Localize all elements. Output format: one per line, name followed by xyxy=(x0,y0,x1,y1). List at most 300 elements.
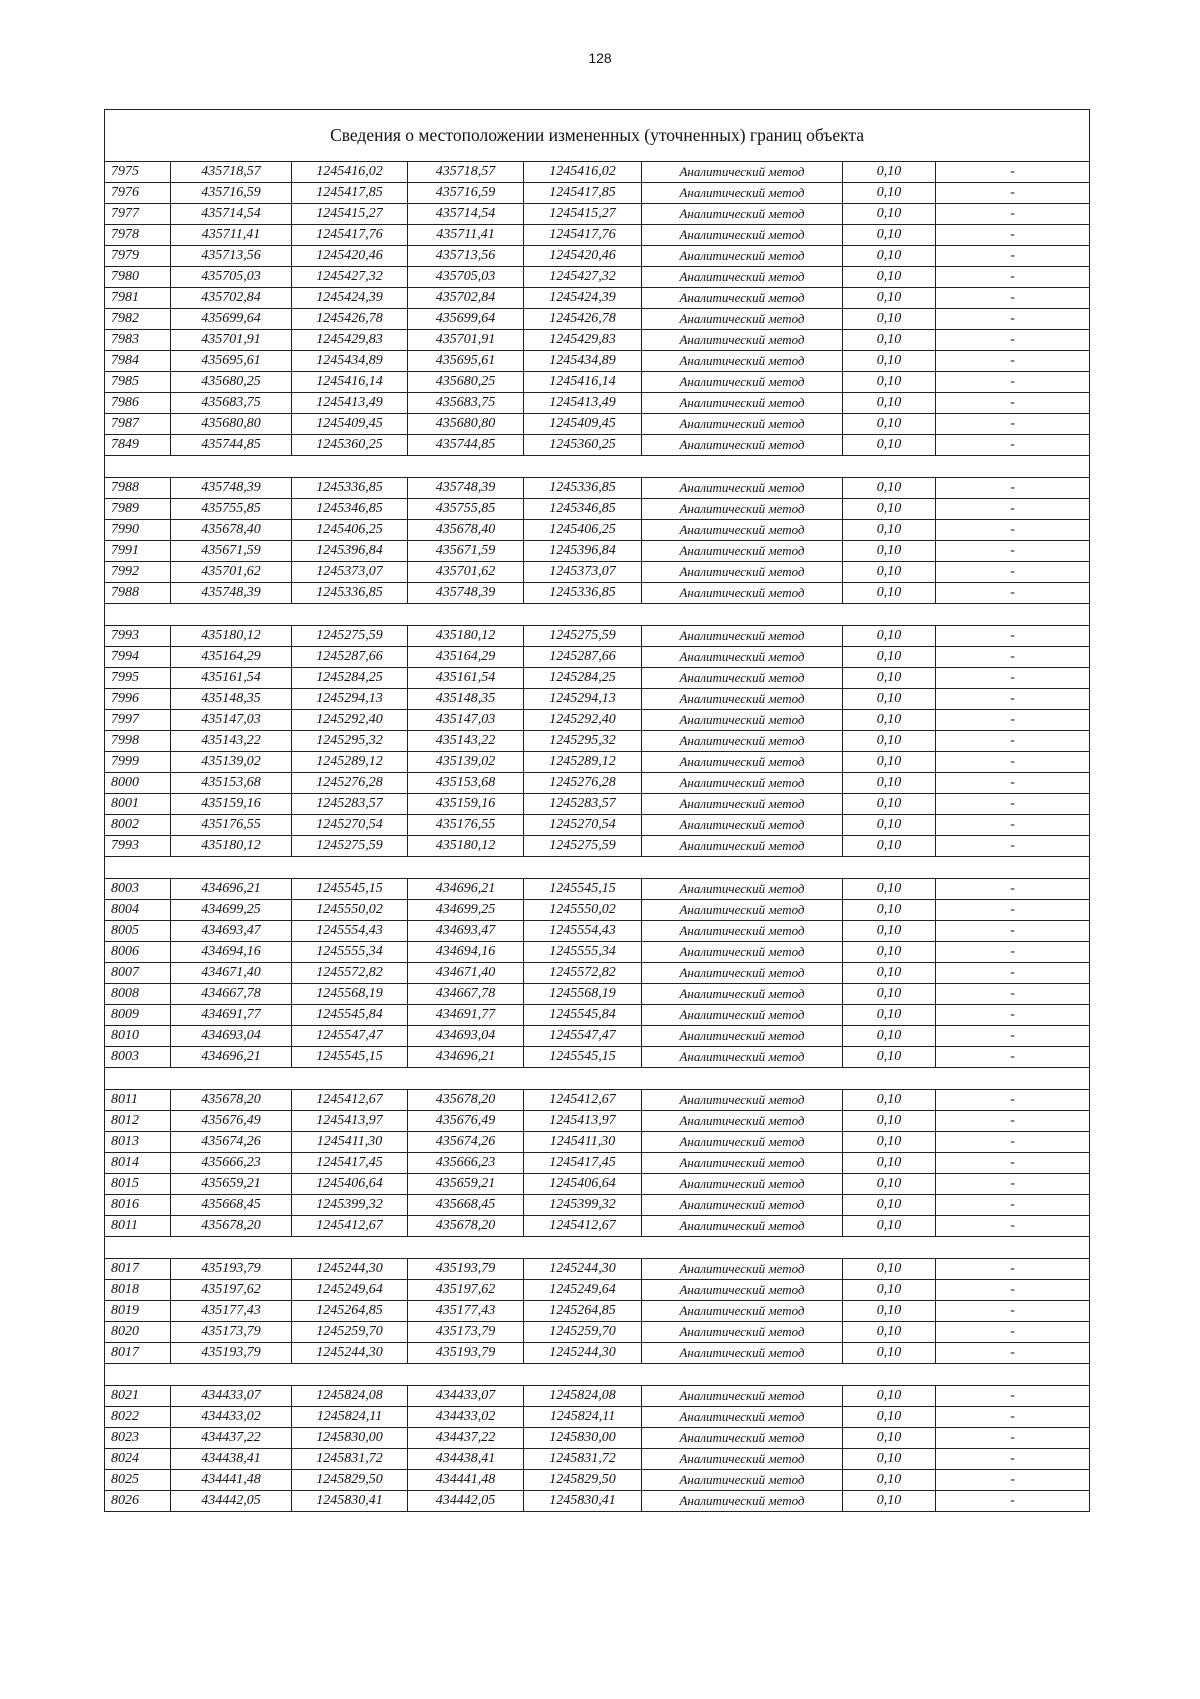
accuracy-cell: 0,10 xyxy=(843,1470,936,1491)
y-new-cell: 1245283,57 xyxy=(524,794,642,815)
x-old-cell: 435176,55 xyxy=(171,815,292,836)
table-row xyxy=(105,836,1090,857)
x-old-cell: 435701,91 xyxy=(171,330,292,351)
y-new-cell: 1245824,11 xyxy=(524,1407,642,1428)
point-number-cell: 8008 xyxy=(105,984,171,1005)
y-old-cell: 1245416,02 xyxy=(292,162,408,183)
point-number-cell: 8016 xyxy=(105,1195,171,1216)
x-old-cell: 434671,40 xyxy=(171,963,292,984)
method-cell: Аналитический метод xyxy=(642,162,843,183)
table-row xyxy=(105,879,1090,900)
x-old-cell: 435705,03 xyxy=(171,267,292,288)
table-row xyxy=(105,562,1090,583)
x-old-cell: 434438,41 xyxy=(171,1449,292,1470)
x-old-cell: 435159,16 xyxy=(171,794,292,815)
method-cell: Аналитический метод xyxy=(642,647,843,668)
y-old-cell: 1245831,72 xyxy=(292,1449,408,1470)
method-cell: Аналитический метод xyxy=(642,435,843,456)
y-old-cell: 1245550,02 xyxy=(292,900,408,921)
note-cell: - xyxy=(936,478,1090,499)
method-cell: Аналитический метод xyxy=(642,183,843,204)
note-cell: - xyxy=(936,1047,1090,1068)
y-new-cell: 1245831,72 xyxy=(524,1449,642,1470)
point-number-cell: 7989 xyxy=(105,499,171,520)
accuracy-cell: 0,10 xyxy=(843,1047,936,1068)
y-old-cell: 1245417,76 xyxy=(292,225,408,246)
y-old-cell: 1245429,83 xyxy=(292,330,408,351)
y-old-cell: 1245545,84 xyxy=(292,1005,408,1026)
y-new-cell: 1245434,89 xyxy=(524,351,642,372)
y-new-cell: 1245417,76 xyxy=(524,225,642,246)
x-old-cell: 434699,25 xyxy=(171,900,292,921)
accuracy-cell: 0,10 xyxy=(843,1343,936,1364)
x-old-cell: 434696,21 xyxy=(171,1047,292,1068)
table-row xyxy=(105,1343,1090,1364)
x-new-cell: 434696,21 xyxy=(408,879,524,900)
table-row xyxy=(105,752,1090,773)
x-new-cell: 435755,85 xyxy=(408,499,524,520)
accuracy-cell: 0,10 xyxy=(843,1111,936,1132)
y-old-cell: 1245420,46 xyxy=(292,246,408,267)
point-number-cell: 7977 xyxy=(105,204,171,225)
accuracy-cell: 0,10 xyxy=(843,583,936,604)
y-new-cell: 1245406,64 xyxy=(524,1174,642,1195)
method-cell: Аналитический метод xyxy=(642,1428,843,1449)
x-new-cell: 435716,59 xyxy=(408,183,524,204)
y-new-cell: 1245545,84 xyxy=(524,1005,642,1026)
accuracy-cell: 0,10 xyxy=(843,1132,936,1153)
y-old-cell: 1245824,08 xyxy=(292,1386,408,1407)
x-old-cell: 435197,62 xyxy=(171,1280,292,1301)
point-number-cell: 7982 xyxy=(105,309,171,330)
table-row xyxy=(105,520,1090,541)
group-separator-row xyxy=(105,1068,1090,1090)
x-old-cell: 434693,47 xyxy=(171,921,292,942)
y-old-cell: 1245276,28 xyxy=(292,773,408,794)
x-new-cell: 434441,48 xyxy=(408,1470,524,1491)
x-new-cell: 435702,84 xyxy=(408,288,524,309)
accuracy-cell: 0,10 xyxy=(843,309,936,330)
method-cell: Аналитический метод xyxy=(642,1343,843,1364)
point-number-cell: 7993 xyxy=(105,626,171,647)
note-cell: - xyxy=(936,836,1090,857)
note-cell: - xyxy=(936,1407,1090,1428)
table-row xyxy=(105,773,1090,794)
point-number-cell: 7995 xyxy=(105,668,171,689)
accuracy-cell: 0,10 xyxy=(843,879,936,900)
y-old-cell: 1245294,13 xyxy=(292,689,408,710)
x-old-cell: 435716,59 xyxy=(171,183,292,204)
x-old-cell: 434437,22 xyxy=(171,1428,292,1449)
x-old-cell: 434693,04 xyxy=(171,1026,292,1047)
y-old-cell: 1245284,25 xyxy=(292,668,408,689)
note-cell: - xyxy=(936,1322,1090,1343)
x-new-cell: 435143,22 xyxy=(408,731,524,752)
group-separator xyxy=(105,456,1090,478)
x-new-cell: 434438,41 xyxy=(408,1449,524,1470)
note-cell: - xyxy=(936,1195,1090,1216)
x-new-cell: 435701,62 xyxy=(408,562,524,583)
method-cell: Аналитический метод xyxy=(642,1005,843,1026)
point-number-cell: 7991 xyxy=(105,541,171,562)
note-cell: - xyxy=(936,1005,1090,1026)
y-new-cell: 1245568,19 xyxy=(524,984,642,1005)
x-new-cell: 434693,04 xyxy=(408,1026,524,1047)
note-cell: - xyxy=(936,1090,1090,1111)
x-old-cell: 435701,62 xyxy=(171,562,292,583)
accuracy-cell: 0,10 xyxy=(843,921,936,942)
x-old-cell: 435161,54 xyxy=(171,668,292,689)
point-number-cell: 8020 xyxy=(105,1322,171,1343)
point-number-cell: 7975 xyxy=(105,162,171,183)
x-new-cell: 434433,07 xyxy=(408,1386,524,1407)
accuracy-cell: 0,10 xyxy=(843,710,936,731)
accuracy-cell: 0,10 xyxy=(843,815,936,836)
method-cell: Аналитический метод xyxy=(642,752,843,773)
x-new-cell: 435680,25 xyxy=(408,372,524,393)
note-cell: - xyxy=(936,1386,1090,1407)
method-cell: Аналитический метод xyxy=(642,1301,843,1322)
y-old-cell: 1245396,84 xyxy=(292,541,408,562)
table-row xyxy=(105,204,1090,225)
note-cell: - xyxy=(936,963,1090,984)
y-old-cell: 1245270,54 xyxy=(292,815,408,836)
method-cell: Аналитический метод xyxy=(642,836,843,857)
note-cell: - xyxy=(936,879,1090,900)
x-old-cell: 435748,39 xyxy=(171,478,292,499)
y-new-cell: 1245829,50 xyxy=(524,1470,642,1491)
y-new-cell: 1245294,13 xyxy=(524,689,642,710)
x-old-cell: 435668,45 xyxy=(171,1195,292,1216)
y-new-cell: 1245426,78 xyxy=(524,309,642,330)
point-number-cell: 8021 xyxy=(105,1386,171,1407)
x-old-cell: 435678,20 xyxy=(171,1216,292,1237)
accuracy-cell: 0,10 xyxy=(843,1090,936,1111)
y-old-cell: 1245275,59 xyxy=(292,626,408,647)
y-old-cell: 1245545,15 xyxy=(292,879,408,900)
method-cell: Аналитический метод xyxy=(642,288,843,309)
y-old-cell: 1245829,50 xyxy=(292,1470,408,1491)
point-number-cell: 7849 xyxy=(105,435,171,456)
x-new-cell: 435668,45 xyxy=(408,1195,524,1216)
y-old-cell: 1245413,49 xyxy=(292,393,408,414)
x-new-cell: 434694,16 xyxy=(408,942,524,963)
y-old-cell: 1245292,40 xyxy=(292,710,408,731)
y-new-cell: 1245554,43 xyxy=(524,921,642,942)
y-new-cell: 1245275,59 xyxy=(524,626,642,647)
x-old-cell: 435718,57 xyxy=(171,162,292,183)
x-new-cell: 435748,39 xyxy=(408,478,524,499)
x-old-cell: 435678,40 xyxy=(171,520,292,541)
accuracy-cell: 0,10 xyxy=(843,393,936,414)
y-new-cell: 1245270,54 xyxy=(524,815,642,836)
y-new-cell: 1245249,64 xyxy=(524,1280,642,1301)
point-number-cell: 7983 xyxy=(105,330,171,351)
table-row xyxy=(105,372,1090,393)
x-old-cell: 435678,20 xyxy=(171,1090,292,1111)
note-cell: - xyxy=(936,900,1090,921)
accuracy-cell: 0,10 xyxy=(843,1407,936,1428)
x-old-cell: 435177,43 xyxy=(171,1301,292,1322)
point-number-cell: 7988 xyxy=(105,583,171,604)
y-old-cell: 1245830,41 xyxy=(292,1491,408,1512)
method-cell: Аналитический метод xyxy=(642,879,843,900)
method-cell: Аналитический метод xyxy=(642,773,843,794)
x-new-cell: 435197,62 xyxy=(408,1280,524,1301)
y-new-cell: 1245244,30 xyxy=(524,1343,642,1364)
y-new-cell: 1245406,25 xyxy=(524,520,642,541)
y-new-cell: 1245545,15 xyxy=(524,879,642,900)
x-new-cell: 435674,26 xyxy=(408,1132,524,1153)
x-old-cell: 434433,07 xyxy=(171,1386,292,1407)
accuracy-cell: 0,10 xyxy=(843,1153,936,1174)
point-number-cell: 8000 xyxy=(105,773,171,794)
x-new-cell: 435180,12 xyxy=(408,626,524,647)
accuracy-cell: 0,10 xyxy=(843,1026,936,1047)
x-new-cell: 435193,79 xyxy=(408,1343,524,1364)
y-new-cell: 1245415,27 xyxy=(524,204,642,225)
method-cell: Аналитический метод xyxy=(642,1491,843,1512)
table-row xyxy=(105,330,1090,351)
x-new-cell: 435683,75 xyxy=(408,393,524,414)
y-new-cell: 1245547,47 xyxy=(524,1026,642,1047)
table-row xyxy=(105,288,1090,309)
table-row xyxy=(105,541,1090,562)
x-old-cell: 435674,26 xyxy=(171,1132,292,1153)
method-cell: Аналитический метод xyxy=(642,1111,843,1132)
x-old-cell: 435180,12 xyxy=(171,626,292,647)
boundary-table xyxy=(104,109,1090,1512)
x-old-cell: 435148,35 xyxy=(171,689,292,710)
method-cell: Аналитический метод xyxy=(642,309,843,330)
note-cell: - xyxy=(936,288,1090,309)
method-cell: Аналитический метод xyxy=(642,1449,843,1470)
x-new-cell: 435718,57 xyxy=(408,162,524,183)
table-row xyxy=(105,162,1090,183)
group-separator xyxy=(105,604,1090,626)
accuracy-cell: 0,10 xyxy=(843,1005,936,1026)
accuracy-cell: 0,10 xyxy=(843,731,936,752)
method-cell: Аналитический метод xyxy=(642,372,843,393)
y-old-cell: 1245417,45 xyxy=(292,1153,408,1174)
x-old-cell: 435671,59 xyxy=(171,541,292,562)
note-cell: - xyxy=(936,1343,1090,1364)
accuracy-cell: 0,10 xyxy=(843,752,936,773)
x-new-cell: 435701,91 xyxy=(408,330,524,351)
x-old-cell: 435139,02 xyxy=(171,752,292,773)
y-new-cell: 1245264,85 xyxy=(524,1301,642,1322)
x-old-cell: 434433,02 xyxy=(171,1407,292,1428)
point-number-cell: 7979 xyxy=(105,246,171,267)
note-cell: - xyxy=(936,1259,1090,1280)
x-new-cell: 434696,21 xyxy=(408,1047,524,1068)
x-new-cell: 435748,39 xyxy=(408,583,524,604)
method-cell: Аналитический метод xyxy=(642,1259,843,1280)
table-title: Сведения о местоположении измененных (уточненных) границ объекта xyxy=(105,110,1090,162)
point-number-cell: 8003 xyxy=(105,1047,171,1068)
y-new-cell: 1245287,66 xyxy=(524,647,642,668)
table-row xyxy=(105,815,1090,836)
accuracy-cell: 0,10 xyxy=(843,900,936,921)
x-new-cell: 435678,20 xyxy=(408,1216,524,1237)
y-new-cell: 1245424,39 xyxy=(524,288,642,309)
y-old-cell: 1245406,64 xyxy=(292,1174,408,1195)
note-cell: - xyxy=(936,984,1090,1005)
y-old-cell: 1245346,85 xyxy=(292,499,408,520)
x-new-cell: 435678,40 xyxy=(408,520,524,541)
x-new-cell: 435148,35 xyxy=(408,689,524,710)
note-cell: - xyxy=(936,1174,1090,1195)
method-cell: Аналитический метод xyxy=(642,1153,843,1174)
y-new-cell: 1245572,82 xyxy=(524,963,642,984)
note-cell: - xyxy=(936,773,1090,794)
accuracy-cell: 0,10 xyxy=(843,204,936,225)
table-row xyxy=(105,794,1090,815)
method-cell: Аналитический метод xyxy=(642,267,843,288)
x-old-cell: 435143,22 xyxy=(171,731,292,752)
x-new-cell: 435744,85 xyxy=(408,435,524,456)
method-cell: Аналитический метод xyxy=(642,562,843,583)
method-cell: Аналитический метод xyxy=(642,963,843,984)
point-number-cell: 8023 xyxy=(105,1428,171,1449)
x-new-cell: 435164,29 xyxy=(408,647,524,668)
note-cell: - xyxy=(936,731,1090,752)
accuracy-cell: 0,10 xyxy=(843,478,936,499)
table-row xyxy=(105,626,1090,647)
table-row xyxy=(105,1216,1090,1237)
y-new-cell: 1245420,46 xyxy=(524,246,642,267)
x-old-cell: 435680,80 xyxy=(171,414,292,435)
method-cell: Аналитический метод xyxy=(642,204,843,225)
table-row xyxy=(105,1153,1090,1174)
method-cell: Аналитический метод xyxy=(642,478,843,499)
y-old-cell: 1245360,25 xyxy=(292,435,408,456)
method-cell: Аналитический метод xyxy=(642,1195,843,1216)
y-new-cell: 1245399,32 xyxy=(524,1195,642,1216)
note-cell: - xyxy=(936,1153,1090,1174)
accuracy-cell: 0,10 xyxy=(843,246,936,267)
x-new-cell: 435176,55 xyxy=(408,815,524,836)
x-old-cell: 435666,23 xyxy=(171,1153,292,1174)
table-row xyxy=(105,921,1090,942)
x-old-cell: 435711,41 xyxy=(171,225,292,246)
note-cell: - xyxy=(936,1132,1090,1153)
note-cell: - xyxy=(936,499,1090,520)
y-old-cell: 1245287,66 xyxy=(292,647,408,668)
note-cell: - xyxy=(936,710,1090,731)
table-row xyxy=(105,963,1090,984)
note-cell: - xyxy=(936,647,1090,668)
y-new-cell: 1245830,00 xyxy=(524,1428,642,1449)
note-cell: - xyxy=(936,520,1090,541)
point-number-cell: 8006 xyxy=(105,942,171,963)
accuracy-cell: 0,10 xyxy=(843,288,936,309)
x-old-cell: 435164,29 xyxy=(171,647,292,668)
point-number-cell: 7987 xyxy=(105,414,171,435)
point-number-cell: 8011 xyxy=(105,1216,171,1237)
table-row xyxy=(105,647,1090,668)
accuracy-cell: 0,10 xyxy=(843,773,936,794)
table-row xyxy=(105,225,1090,246)
y-old-cell: 1245547,47 xyxy=(292,1026,408,1047)
x-new-cell: 435676,49 xyxy=(408,1111,524,1132)
method-cell: Аналитический метод xyxy=(642,499,843,520)
note-cell: - xyxy=(936,204,1090,225)
accuracy-cell: 0,10 xyxy=(843,1174,936,1195)
accuracy-cell: 0,10 xyxy=(843,1259,936,1280)
y-new-cell: 1245292,40 xyxy=(524,710,642,731)
y-new-cell: 1245411,30 xyxy=(524,1132,642,1153)
x-new-cell: 434693,47 xyxy=(408,921,524,942)
x-old-cell: 435744,85 xyxy=(171,435,292,456)
y-old-cell: 1245824,11 xyxy=(292,1407,408,1428)
y-old-cell: 1245411,30 xyxy=(292,1132,408,1153)
point-number-cell: 7998 xyxy=(105,731,171,752)
x-new-cell: 435666,23 xyxy=(408,1153,524,1174)
point-number-cell: 7980 xyxy=(105,267,171,288)
method-cell: Аналитический метод xyxy=(642,330,843,351)
note-cell: - xyxy=(936,921,1090,942)
point-number-cell: 7976 xyxy=(105,183,171,204)
method-cell: Аналитический метод xyxy=(642,626,843,647)
x-new-cell: 435139,02 xyxy=(408,752,524,773)
y-new-cell: 1245550,02 xyxy=(524,900,642,921)
table-row xyxy=(105,942,1090,963)
note-cell: - xyxy=(936,794,1090,815)
table-row xyxy=(105,583,1090,604)
note-cell: - xyxy=(936,435,1090,456)
x-new-cell: 435180,12 xyxy=(408,836,524,857)
y-new-cell: 1245555,34 xyxy=(524,942,642,963)
note-cell: - xyxy=(936,1470,1090,1491)
y-new-cell: 1245427,32 xyxy=(524,267,642,288)
x-old-cell: 434442,05 xyxy=(171,1491,292,1512)
y-new-cell: 1245360,25 xyxy=(524,435,642,456)
y-new-cell: 1245276,28 xyxy=(524,773,642,794)
accuracy-cell: 0,10 xyxy=(843,984,936,1005)
accuracy-cell: 0,10 xyxy=(843,1301,936,1322)
y-old-cell: 1245399,32 xyxy=(292,1195,408,1216)
accuracy-cell: 0,10 xyxy=(843,1449,936,1470)
y-old-cell: 1245373,07 xyxy=(292,562,408,583)
table-row xyxy=(105,351,1090,372)
group-separator-row xyxy=(105,604,1090,626)
y-new-cell: 1245289,12 xyxy=(524,752,642,773)
note-cell: - xyxy=(936,1428,1090,1449)
x-old-cell: 434441,48 xyxy=(171,1470,292,1491)
accuracy-cell: 0,10 xyxy=(843,1491,936,1512)
x-old-cell: 435748,39 xyxy=(171,583,292,604)
x-old-cell: 435695,61 xyxy=(171,351,292,372)
y-old-cell: 1245412,67 xyxy=(292,1090,408,1111)
y-new-cell: 1245830,41 xyxy=(524,1491,642,1512)
accuracy-cell: 0,10 xyxy=(843,520,936,541)
note-cell: - xyxy=(936,267,1090,288)
note-cell: - xyxy=(936,942,1090,963)
y-new-cell: 1245396,84 xyxy=(524,541,642,562)
y-old-cell: 1245434,89 xyxy=(292,351,408,372)
x-old-cell: 435173,79 xyxy=(171,1322,292,1343)
table-row xyxy=(105,1280,1090,1301)
accuracy-cell: 0,10 xyxy=(843,183,936,204)
x-old-cell: 435755,85 xyxy=(171,499,292,520)
note-cell: - xyxy=(936,225,1090,246)
y-old-cell: 1245336,85 xyxy=(292,583,408,604)
method-cell: Аналитический метод xyxy=(642,1026,843,1047)
point-number-cell: 8009 xyxy=(105,1005,171,1026)
note-cell: - xyxy=(936,541,1090,562)
method-cell: Аналитический метод xyxy=(642,1132,843,1153)
